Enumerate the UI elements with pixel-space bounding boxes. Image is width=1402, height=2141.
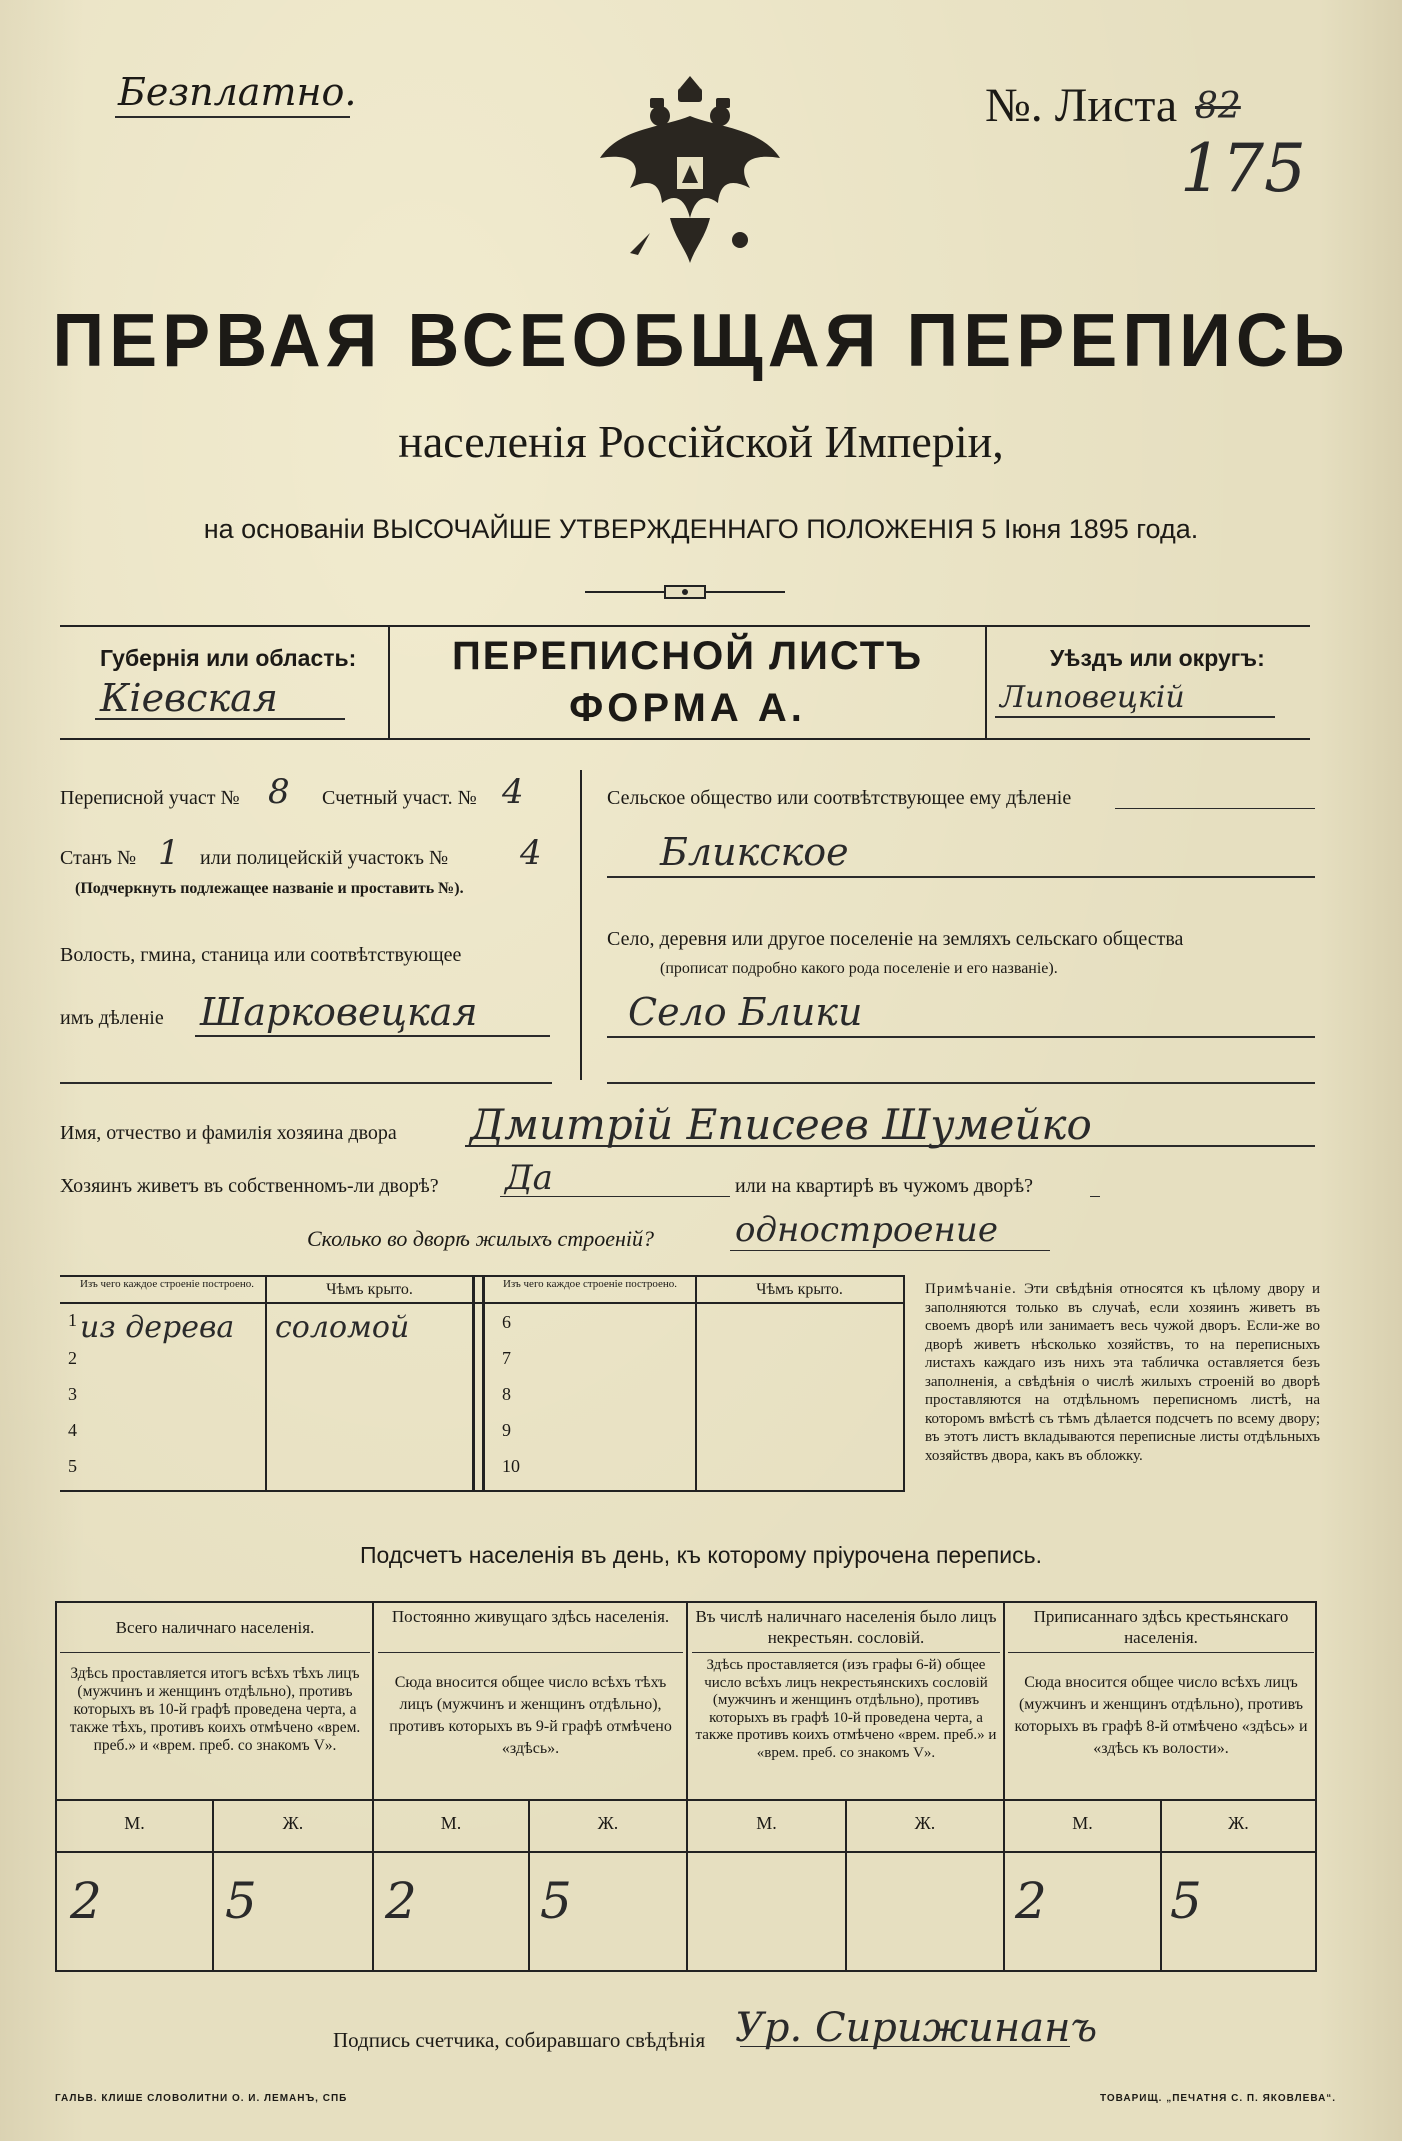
sheet-number-value: 175 [1180, 130, 1306, 207]
bt-col1-head: Изъ чего каждое строеніе построено. [79, 1278, 255, 1290]
volost-line-2 [60, 1082, 552, 1084]
underline-note: (Подчеркнуть подлежащее названіе и проставить №). [75, 880, 464, 897]
volost-label: Волость, гмина, станица или соотвѣтствующее [60, 944, 462, 966]
ct-col-div-1 [372, 1601, 374, 1972]
census-section-label: Переписной участ № [60, 787, 240, 809]
ct-value-m: 2 [1015, 1872, 1047, 1930]
buildings-line [730, 1250, 1050, 1251]
ct-head-2: Постоянно живущаго здѣсь населенія. [391, 1607, 670, 1626]
census-section-value: 8 [268, 772, 290, 812]
signature-value: Ур. Сирижинанъ [735, 2005, 1098, 2051]
middle-divider [580, 770, 582, 1080]
village-note: (прописат подробно какого рода поселеніе и его названіе). [660, 960, 1058, 977]
ct-value-f: 5 [540, 1872, 572, 1930]
ct-head-1: Всего наличнаго населенія. [115, 1618, 315, 1637]
footer-left: ГАЛЬВ. КЛИШЕ СЛОВОЛИТНИ О. И. ЛЕМАНЪ, СПБ [55, 2093, 348, 2104]
society-line-1 [1115, 808, 1315, 809]
stan-value: 1 [158, 833, 180, 873]
ct-head-line-2 [378, 1652, 683, 1653]
bt-col-right [903, 1275, 905, 1492]
bt-row-num: 7 [502, 1348, 511, 1368]
ct-f-label: Ж. [914, 1813, 936, 1833]
sheet-number-label: №. Листа [985, 79, 1178, 132]
own-yard-line [500, 1196, 730, 1197]
volost-value: Шарковецкая [200, 990, 478, 1034]
ct-head-line-4 [1008, 1652, 1314, 1653]
band-div-right [985, 625, 987, 740]
ornament-divider [585, 582, 785, 602]
basis-line: на основаніи ВЫСОЧАЙШЕ УТВЕРЖДЕННАГО ПОЛОЖЕНІЯ 5 Іюня 1895 года. [203, 514, 1199, 544]
district-line [995, 716, 1275, 718]
note-block [925, 1280, 1320, 1465]
ct-value-m: 2 [385, 1872, 417, 1930]
village-line-1 [607, 1036, 1315, 1038]
volost-line [195, 1035, 550, 1037]
band-bottom [60, 738, 1310, 740]
village-value: Село Блики [628, 990, 863, 1034]
count-title: Подсчетъ населенія въ день, къ которому пріурочена перепись. [360, 1542, 1042, 1568]
ct-f-label: Ж. [1228, 1813, 1249, 1833]
ct-head-4: Приписаннаго здѣсь крестьянскаго населенія. [1033, 1607, 1289, 1647]
ct-col-div-3 [1003, 1601, 1005, 1972]
owner-name-line [465, 1145, 1315, 1147]
note-label: Примѣчаніе. [925, 1281, 1017, 1297]
bt-row-num: 9 [502, 1420, 511, 1440]
volost-label-2: имъ дѣленіе [60, 1007, 164, 1029]
sheet-number-crossed: 82 [1195, 86, 1241, 127]
count-section-label: Счетный участ. № [322, 787, 477, 809]
bt-col3-head: Изъ чего каждое строеніе построено. [502, 1278, 678, 1290]
form-title: ПЕРЕПИСНОЙ ЛИСТЪ [452, 634, 923, 678]
society-line-2 [607, 876, 1315, 878]
ct-desc-1: Здѣсь проставляется итогъ всѣхъ тѣхъ лицъ (мужчинъ и женщинъ отдѣльно), противъ которыхъ въ 10-й графѣ проведена черта, а также тѣхъ, противъ коихъ отмѣчено «врем. преб.» и «врем. преб. со знакомъ V». [69, 1665, 361, 1754]
province-value: Кіевская [100, 676, 278, 720]
rented-label: или на квартирѣ въ чужомъ дворѣ? [735, 1175, 1034, 1197]
police-label: или полицейскій участокъ № [200, 847, 449, 869]
subtitle: населенія Россійской Имперіи, [398, 416, 1004, 467]
society-label: Сельское общество или соотвѣтствующее ему дѣленіе [607, 787, 1072, 809]
signature-label: Подпись счетчика, собиравшаго свѣдѣнія [333, 2028, 706, 2052]
ct-desc-4: Сюда вносится общее число всѣхъ лицъ (мужчинъ и женщинъ отдѣльно), противъ которыхъ въ графѣ 8-й отмѣчено «здѣсь» и «здѣсь къ волости». [1014, 1674, 1308, 1757]
bt-col4-head: Чѣмъ крыто. [756, 1281, 843, 1298]
bt-row-num: 4 [68, 1420, 77, 1440]
buildings-value: одностроение [735, 1210, 998, 1250]
own-yard-label: Хозяинъ живетъ въ собственномъ-ли дворѣ? [60, 1175, 439, 1197]
free-label: Безплатно. [118, 70, 357, 114]
bt-col-1 [265, 1275, 267, 1492]
ct-m-label: М. [124, 1813, 145, 1833]
own-yard-value: Да [505, 1158, 553, 1198]
ct-value-f: 5 [225, 1872, 257, 1930]
footer-right: ТОВАРИЩ. „ПЕЧАТНЯ С. П. ЯКОВЛЕВА“. [1100, 2093, 1337, 2104]
buildings-label: Сколько во дворѣ жилыхъ строеній? [307, 1226, 654, 1251]
bt-col2-head: Чѣмъ крыто. [326, 1281, 413, 1298]
free-underline [115, 116, 350, 118]
district-label: Уѣздъ или округъ: [1050, 645, 1265, 671]
ct-row-div-1 [55, 1799, 1317, 1801]
double-headed-eagle-icon [590, 68, 790, 278]
district-value: Липовецкій [1000, 680, 1185, 715]
ct-row-div-2 [55, 1851, 1317, 1853]
ct-m-label: М. [440, 1813, 462, 1833]
ct-m-label: М. [756, 1813, 777, 1833]
band-top [60, 625, 1310, 627]
ct-desc-3: Здѣсь проставляется (изъ графы 6-й) общее число всѣхъ лицъ некрестьянскихъ сословій (мужчинъ и женщинъ отдѣльно), противъ которыхъ въ графѣ 10-й проведена черта, а также противъ коихъ отмѣчено «врем. преб.» и «врем. преб. со знакомъ V». [695, 1657, 997, 1761]
owner-name-label: Имя, отчество и фамилія хозяина двора [60, 1122, 397, 1144]
bt-row-num: 1 [68, 1310, 77, 1330]
village-line-2 [607, 1082, 1315, 1084]
ct-f-label: Ж. [282, 1813, 304, 1833]
village-label: Село, деревня или другое поселеніе на земляхъ сельскаго общества [607, 928, 1184, 950]
bt-row-num: 5 [68, 1456, 77, 1476]
ct-desc-2: Сюда вносится общее число всѣхъ тѣхъ лицъ (мужчинъ и женщинъ отдѣльно), противъ которыхъ въ 9-й графѣ отмѣчено «здѣсь». [389, 1674, 672, 1757]
police-value: 4 [520, 833, 542, 873]
count-section-value: 4 [502, 772, 524, 812]
ct-value-m: 2 [70, 1872, 102, 1930]
bt-col-3 [695, 1275, 697, 1492]
province-line [95, 718, 345, 720]
ct-col-div-2 [686, 1601, 688, 1972]
bt-row-num: 6 [502, 1312, 511, 1332]
bt-row-material: из дерева [80, 1310, 235, 1345]
ct-head-line-3 [692, 1652, 1000, 1653]
form-letter: ФОРМА А. [569, 686, 806, 730]
main-title: ПЕРВАЯ ВСЕОБЩАЯ ПЕРЕПИСЬ [52, 299, 1350, 383]
rented-line [1090, 1196, 1100, 1197]
bt-row-num: 8 [502, 1384, 511, 1404]
bt-row-num: 3 [68, 1384, 77, 1404]
bt-row-num: 2 [68, 1348, 77, 1368]
ct-head-3: Въ числѣ наличнаго населенія было лицъ некрестьян. сословій. [695, 1607, 997, 1647]
ct-head-line-1 [60, 1652, 370, 1653]
ct-f-label: Ж. [597, 1813, 619, 1833]
bt-col-mid-b [482, 1275, 485, 1492]
ct-m-label: М. [1072, 1813, 1093, 1833]
bt-row-num: 10 [502, 1456, 520, 1476]
note-text: Эти свѣдѣнія относятся къ цѣлому двору и заполняются только въ случаѣ, если хозяинъ живетъ въ своемъ дворѣ или занимаетъ весь чужой дворъ. Если-же во дворѣ живетъ нѣсколько хозяйствъ, то на переписныхъ листахъ каждаго изъ нихъ эта табличка оставляется безъ заполненія, а свѣдѣнія о числѣ жилыхъ строеній во дворѣ проставляются на отдѣльномъ переписномъ листѣ, на которомъ вмѣстѣ съ тѣмъ дѣлается подсчетъ по всему двору; въ этотъ листъ вкладываются переписные листы отдѣльныхъ хозяйствъ двора, какъ въ обложку. [925, 1281, 1321, 1464]
ct-value-f: 5 [1170, 1872, 1202, 1930]
society-value: Бликское [660, 830, 849, 874]
stan-label: Станъ № [60, 847, 137, 869]
bt-row-roof: соломой [275, 1310, 410, 1345]
province-label: Губернія или область: [100, 645, 357, 671]
owner-name-value: Дмитрій Еписеев Шумейко [470, 1100, 1092, 1149]
signature-line [740, 2046, 1070, 2047]
bt-col-mid-a [472, 1275, 475, 1492]
